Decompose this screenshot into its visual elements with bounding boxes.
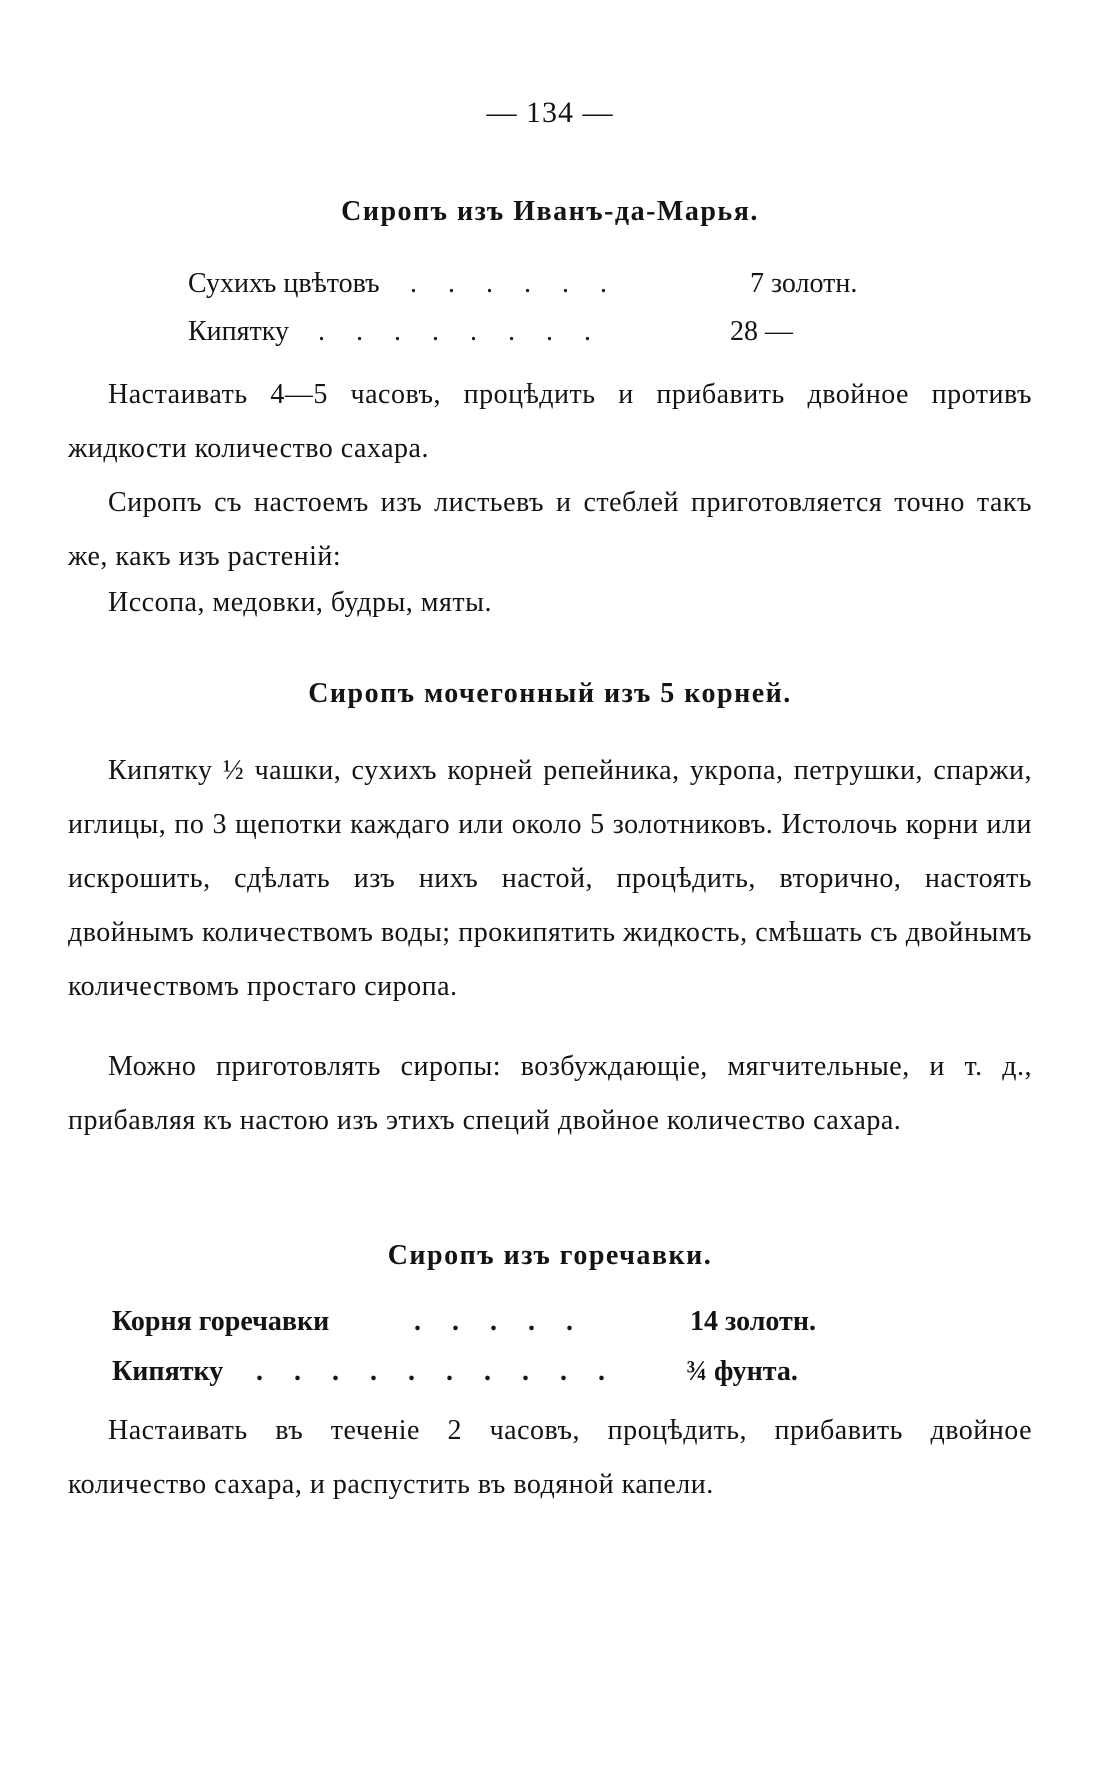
paragraph: Иссопа, медовки, будры, мяты. (108, 587, 492, 618)
section-title-gentian-syrup: Сиропъ изъ горечавки. (387, 1240, 713, 1271)
paragraph: Настаивать 4—5 часовъ, процѣдить и прибавить двойное противъ жидкости количество сахара. (68, 379, 1032, 464)
paragraph: Можно приготовлять сиропы: возбуждающіе, мягчительные, и т. д., прибавляя къ настою изъ этихъ специй двойное количество сахара. (68, 1051, 1032, 1136)
leader-dots: . . . . . (414, 1306, 585, 1337)
ingredient-name: Корня горечавки (112, 1306, 330, 1337)
ingredient-row (0, 1306, 1100, 1358)
ingredient-row (0, 316, 1100, 368)
leader-dots: . . . . . . . . . . (256, 1356, 617, 1387)
ingredient-row (0, 1356, 1100, 1408)
paragraph: Настаивать въ теченіе 2 часовъ, процѣдить, прибавить двойное количество сахара, и распустить въ водяной капели. (68, 1415, 1032, 1500)
ingredient-name: Сухихъ цвѣтовъ (188, 268, 380, 299)
section-title-diuretic-syrup: Сиропъ мочегонный изъ 5 корней. (308, 678, 792, 709)
leader-dots: . . . . . . (410, 268, 619, 299)
paragraph: Кипятку ½ чашки, сухихъ корней репейника, укропа, петрушки, спаржи, иглицы, по 3 щепотки каждаго или около 5 золотниковъ. Истолочь корни или искрошить, сдѣлать изъ нихъ настой, процѣдить, вторично, настоять двойнымъ количествомъ воды; прокипятить жидкость, смѣшать съ двойнымъ количествомъ простаго сиропа. (68, 755, 1032, 1002)
ingredient-quantity: ¾ фунта. (686, 1356, 798, 1387)
leader-dots: . . . . . . . . (318, 316, 603, 347)
ingredient-quantity: 14 золотн. (690, 1306, 816, 1337)
ingredient-name: Кипятку (112, 1356, 224, 1387)
ingredient-name: Кипятку (188, 316, 289, 347)
ingredient-quantity: 7 золотн. (750, 268, 858, 299)
section-title-ivan-da-marya: Сиропъ изъ Иванъ-да-Марья. (341, 196, 759, 227)
ingredient-row (0, 268, 1100, 320)
ingredient-quantity: 28 — (730, 316, 793, 347)
page-number: — 134 — (486, 96, 614, 129)
paragraph: Сиропъ съ настоемъ изъ листьевъ и стеблей приготовляется точно такъ же, какъ изъ растеній: (68, 487, 1032, 572)
